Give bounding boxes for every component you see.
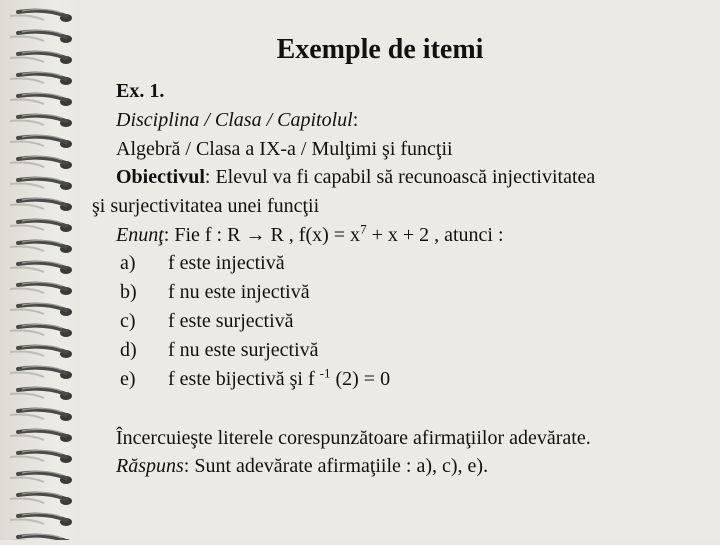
objective-line <box>116 164 595 190</box>
option-c <box>120 308 680 334</box>
option-letter: d) <box>120 339 137 361</box>
spiral-ring <box>10 93 72 106</box>
option-b <box>120 279 680 305</box>
spiral-ring <box>10 198 72 211</box>
spiral-ring <box>10 471 72 484</box>
objective-label: Obiectivul <box>116 166 205 188</box>
statement-exponent: 7 <box>360 221 367 237</box>
spiral-ring <box>10 429 72 442</box>
spiral-ring <box>10 513 72 526</box>
spiral-ring <box>10 450 72 463</box>
option-e-exponent: -1 <box>319 365 331 381</box>
spiral-ring <box>10 9 72 22</box>
discipline-label: Disciplina / Clasa / Capitolul <box>116 109 353 131</box>
objective-line-2: şi surjectivitatea unei funcţii <box>92 195 320 217</box>
objective-text: : Elevul va fi capabil să recunoască injectivitatea <box>204 166 596 188</box>
option-e-text-after: (2) = 0 <box>330 368 391 390</box>
spiral-ring <box>10 366 72 379</box>
spiral-ring <box>10 534 72 540</box>
spiral-ring <box>10 156 72 169</box>
option-text: f nu este injectivă <box>168 281 310 303</box>
example-label: Ex. 1. <box>116 80 165 102</box>
option-letter: b) <box>120 281 137 303</box>
option-text <box>168 366 390 392</box>
statement-text-a: : Fie f : R → R , f(x) = x <box>163 224 361 246</box>
spiral-ring <box>10 282 72 295</box>
spiral-ring <box>10 492 72 505</box>
option-e <box>120 366 680 392</box>
option-letter: c) <box>120 310 136 332</box>
option-a <box>120 250 680 276</box>
option-text: f nu este surjectivă <box>168 339 319 361</box>
option-d <box>120 337 680 363</box>
spiral-ring <box>10 219 72 232</box>
option-e-text: f este bijectivă şi f <box>168 368 320 390</box>
discipline-line <box>116 107 358 133</box>
statement-label: Enunţ <box>116 224 164 246</box>
spiral-ring <box>10 408 72 421</box>
option-text: f este surjectivă <box>168 310 294 332</box>
statement-text-b: + x + 2 , atunci : <box>366 224 504 246</box>
spiral-ring <box>10 177 72 190</box>
answer-label: Răspuns <box>116 455 184 477</box>
spiral-ring <box>10 387 72 400</box>
answer-line <box>116 453 488 479</box>
slide-title: Exemple de itemi <box>276 34 484 65</box>
option-letter: e) <box>120 368 136 390</box>
statement-line <box>116 222 504 248</box>
spiral-ring <box>10 114 72 127</box>
option-letter: a) <box>120 252 136 274</box>
answer-text: : Sunt adevărate afirmaţiile : a), c), e). <box>183 455 489 477</box>
spiral-ring <box>10 261 72 274</box>
spiral-ring <box>10 303 72 316</box>
discipline-value: Algebră / Clasa a IX-a / Mulţimi şi funcţii <box>116 138 453 160</box>
spiral-ring <box>10 240 72 253</box>
discipline-sep: : <box>352 109 359 131</box>
spiral-ring <box>10 345 72 358</box>
spiral-ring <box>10 324 72 337</box>
instruction-text: Încercuieşte literele corespunzătoare afirmaţiilor adevărate. <box>116 427 591 449</box>
spiral-ring <box>10 72 72 85</box>
option-text: f este injectivă <box>168 252 285 274</box>
notebook-spiral-binding <box>0 0 80 540</box>
spiral-ring <box>10 135 72 148</box>
spiral-rings <box>0 0 80 540</box>
